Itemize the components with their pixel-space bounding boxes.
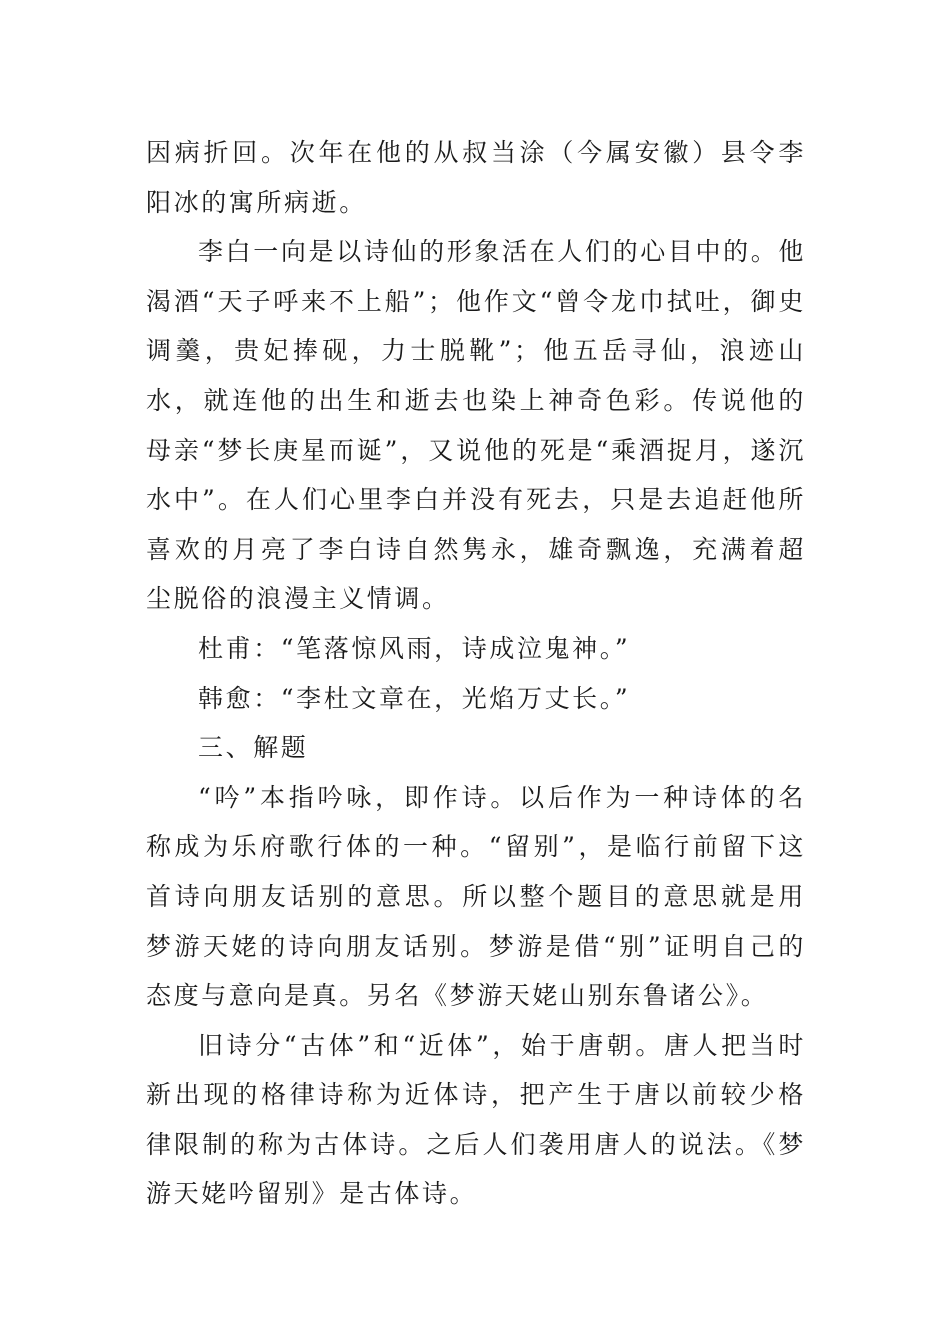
paragraph-poem-form: 旧诗分“古体”和“近体”，始于唐朝。唐人把当时新出现的格律诗称为近体诗，把产生于唐以前较少格律限制的称为古体诗。之后人们袭用唐人的说法。《梦游天姥吟留别》是古体诗。 [146,1030,806,1209]
paragraph-li-bai-image: 李白一向是以诗仙的形象活在人们的心目中的。他渴酒“天子呼来不上船”；他作文“曾令龙巾拭吐，御史调羹，贵妃捧砚，力士脱靴”；他五岳寻仙，浪迹山水，就连他的出生和逝去也染上神奇色彩。传说他的母亲“梦长庚星而诞”，又说他的死是“乘酒捉月，遂沉水中”。在人们心里李白并没有死去，只是去追赶他所喜欢的月亮了李白诗自然隽永，雄奇飘逸，充满着超尘脱俗的浪漫主义情调。 [146,237,806,614]
paragraph-continuation: 因病折回。次年在他的从叔当涂（今属安徽）县令李阳冰的寓所病逝。 [146,138,806,217]
paragraph-title-explanation: “吟”本指吟咏，即作诗。以后作为一种诗体的名称成为乐府歌行体的一种。“留别”，是临行前留下这首诗向朋友话别的意思。所以整个题目的意思就是用梦游天姥的诗向朋友话别。梦游是借“别”证明自己的态度与意向是真。另名《梦游天姥山别东鲁诸公》。 [146,782,806,1011]
body-text [146,128,806,1219]
quote-du-fu: 杜甫：“笔落惊风雨，诗成泣鬼神。” [198,633,631,663]
quote-han-yu: 韩愈：“李杜文章在，光焰万丈长。” [198,683,631,713]
section-heading-jieti: 三、解题 [198,733,309,763]
